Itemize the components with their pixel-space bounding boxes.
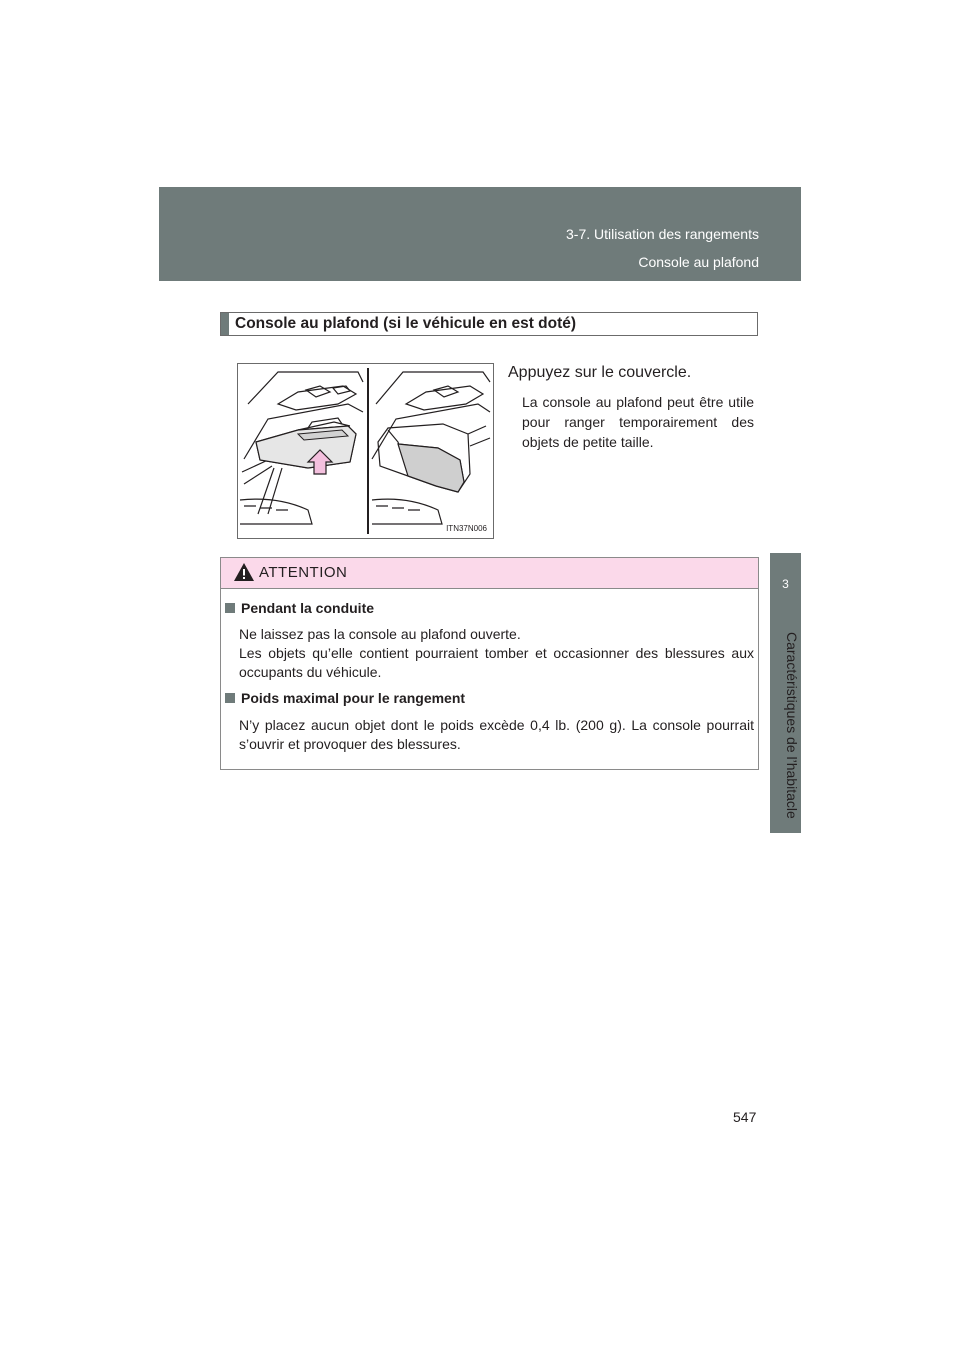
attention-box <box>220 557 759 770</box>
figure-code: ITN37N006 <box>446 524 487 533</box>
console-drawing <box>238 364 493 538</box>
attention-item-heading: Pendant la conduite <box>225 600 374 616</box>
header-subsection-title: Console au plafond <box>638 254 759 270</box>
attention-item-heading: Poids maximal pour le rangement <box>225 690 465 706</box>
chapter-label: Caractéristiques de l’habitacle <box>784 632 800 819</box>
header-band <box>159 187 801 281</box>
bullet-square-icon <box>225 603 235 613</box>
bullet-square-icon <box>225 693 235 703</box>
step-note: La console au plafond peut être utile pour ranger temporairement des objets de petite taille. <box>522 394 754 450</box>
section-title: Console au plafond (si le véhicule en est doté) <box>235 315 577 332</box>
warning-icon <box>233 562 255 582</box>
page-number: 547 <box>733 1109 757 1125</box>
section-title-marker <box>221 313 229 335</box>
step-instruction: Appuyez sur le couvercle. <box>508 364 692 381</box>
overhead-console-illustration <box>237 363 494 539</box>
attention-line: N’y placez aucun objet dont le poids excède 0,4 lb. (200 g). La console pourrait s’ouvrir et provoquer des blessures. <box>239 717 754 752</box>
attention-item-body <box>239 716 754 754</box>
header-section-title: 3-7. Utilisation des rangements <box>566 226 759 242</box>
attention-line: Les objets qu’elle contient pourraient tomber et occasionner des blessures aux occupants du véhicule. <box>239 645 754 680</box>
attention-title: ATTENTION <box>259 564 348 581</box>
attention-item-body <box>239 625 754 682</box>
section-title-box <box>220 312 758 336</box>
attention-header <box>221 558 758 589</box>
attention-line: Ne laissez pas la console au plafond ouverte. <box>239 626 521 642</box>
chapter-number: 3 <box>782 577 789 591</box>
